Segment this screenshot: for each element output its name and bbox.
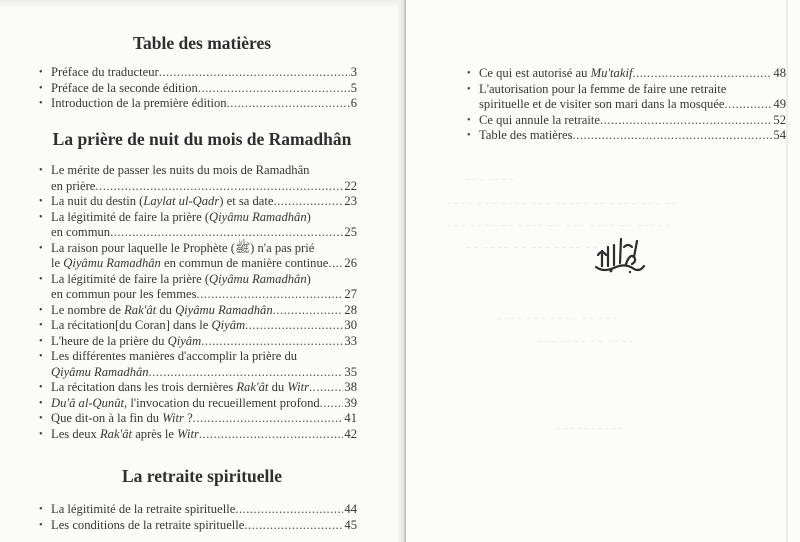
entry-text: La légitimité de faire la prière ( xyxy=(51,271,210,286)
bullet-icon: • xyxy=(39,320,43,331)
page-edge xyxy=(786,0,788,542)
bullet-icon: • xyxy=(39,335,43,347)
dot-leader xyxy=(198,81,350,97)
entry-text: L'autorisation pour la femme de faire une retraite xyxy=(479,81,727,96)
entry-title-line xyxy=(51,272,357,288)
entry-title-line xyxy=(51,349,357,365)
entry-title-line xyxy=(51,65,357,81)
bullet-icon: • xyxy=(39,273,43,285)
entry-title-line xyxy=(51,318,357,334)
entry-text: en commun xyxy=(51,225,111,239)
entry-title-line xyxy=(51,194,357,210)
toc-entry xyxy=(38,194,357,210)
entry-text: Introduction de la première édition xyxy=(51,96,227,110)
dot-leader xyxy=(95,179,343,195)
toc-title: Table des matières xyxy=(132,33,272,53)
entry-text: ? xyxy=(183,411,193,425)
spiritual-retreat-list xyxy=(38,502,357,533)
entry-title-line xyxy=(51,303,357,319)
entry-text: La récitation[du Coran] dans le xyxy=(51,318,212,332)
dot-leader xyxy=(309,380,343,396)
toc-entry xyxy=(38,96,357,112)
entry-title xyxy=(51,411,193,427)
entry-text: du xyxy=(268,380,288,394)
entry-text: Que dit-on à la fin du xyxy=(51,411,163,425)
toc-entry xyxy=(38,241,357,272)
toc-entry xyxy=(38,518,357,534)
bullet-icon: • xyxy=(467,114,471,126)
bullet-icon: • xyxy=(467,68,471,79)
page-number: 22 xyxy=(344,178,357,193)
entry-text: , l'invocation du recueillement profond xyxy=(124,395,320,410)
italic-term: Witr xyxy=(162,411,184,425)
toc-entry xyxy=(38,163,357,194)
entry-title xyxy=(479,128,573,144)
entry-text: Ce qui est autorisé au xyxy=(479,66,591,80)
entry-title-line xyxy=(51,256,357,272)
bleed-through-text: ~~~~ ~~~ ~~~~ ~~~ ~~~~~ ~~ ~~~~ ~~~ ~~ xyxy=(446,200,678,208)
entry-text: Les deux xyxy=(51,426,100,441)
page-number: 5 xyxy=(350,80,357,95)
entry-text: La nuit du destin ( xyxy=(51,194,144,208)
entry-title xyxy=(51,518,244,534)
italic-term: Qiyâmu Ramadhân xyxy=(209,209,307,224)
bullet-icon: • xyxy=(39,504,43,515)
entry-title xyxy=(51,318,245,334)
entry-title-line xyxy=(51,179,357,195)
page-number: 23 xyxy=(344,194,357,208)
page-number: 6 xyxy=(350,96,357,110)
page-number: 41 xyxy=(344,411,357,425)
bullet-icon: • xyxy=(39,428,43,440)
entry-title xyxy=(51,287,197,303)
page-number: 3 xyxy=(350,65,357,79)
bullet-icon: • xyxy=(39,211,43,223)
page-number: 49 xyxy=(773,97,786,111)
scan-shadow-top xyxy=(0,0,404,8)
entry-text: en prière xyxy=(51,178,96,193)
dot-leader xyxy=(273,194,343,210)
section-title-spiritual-retreat: La retraite spirituelle xyxy=(121,466,283,486)
entry-title-line xyxy=(51,380,357,396)
page-number: 33 xyxy=(344,333,357,348)
bullet-icon: • xyxy=(39,397,43,409)
entry-text: du xyxy=(156,302,176,317)
entry-text: Le mérite de passer les nuits du mois de Ramadhân xyxy=(51,163,310,177)
entry-text: Le nombre de xyxy=(51,302,125,317)
toc-entry xyxy=(466,82,786,113)
entry-text: après le xyxy=(132,426,178,441)
page-number: 27 xyxy=(344,287,357,301)
page-number: 42 xyxy=(344,426,357,441)
entry-text: le xyxy=(51,256,64,270)
entry-text: ) et sa date xyxy=(219,194,274,208)
entry-title-line xyxy=(51,225,357,241)
italic-term: Rak'ât xyxy=(99,426,133,441)
bullet-icon: • xyxy=(39,165,43,176)
entry-text: Préface du traducteur xyxy=(51,65,159,79)
toc-entry xyxy=(38,210,357,241)
retreat-continued-list xyxy=(466,66,786,144)
entry-text: Table des matières xyxy=(479,128,573,142)
bullet-icon: • xyxy=(39,196,43,207)
bullet-icon: • xyxy=(39,304,43,316)
entry-title-line xyxy=(51,81,357,97)
entry-title xyxy=(479,97,725,113)
bleed-through-text: ~~~ ~~~~ xyxy=(464,176,516,184)
entry-title-line xyxy=(51,334,357,350)
entry-title xyxy=(51,365,149,381)
bullet-icon: • xyxy=(39,242,43,254)
dot-leader xyxy=(725,97,773,113)
entry-title xyxy=(479,113,600,129)
entry-text: La légitimité de la retraite spirituelle xyxy=(51,502,236,516)
front-matter-list xyxy=(38,65,357,112)
ramadhan-prayer-list xyxy=(38,163,357,442)
toc-entry xyxy=(38,272,357,303)
entry-title-line xyxy=(479,66,786,82)
italic-term: Qiyâm xyxy=(211,318,246,332)
bullet-icon: • xyxy=(39,67,43,78)
bullet-icon: • xyxy=(39,98,43,109)
entry-text: spirituelle et de visiter son mari dans la mosquée xyxy=(479,97,725,111)
dot-leader xyxy=(193,411,344,427)
entry-title xyxy=(51,81,198,97)
entry-title-line xyxy=(51,411,357,427)
page-number: 44 xyxy=(344,502,357,516)
entry-title-line xyxy=(51,241,357,257)
dot-leader xyxy=(573,128,773,144)
entry-title-line xyxy=(51,287,357,303)
dot-leader xyxy=(201,334,343,350)
arabic-calligraphy-ornament-icon xyxy=(590,233,648,275)
entry-title-line xyxy=(51,502,357,518)
entry-text: Les conditions de la retraite spirituelle xyxy=(51,517,245,532)
toc-entry xyxy=(38,65,357,81)
page-number: 52 xyxy=(773,112,786,127)
toc-entry xyxy=(38,380,357,396)
toc-entry xyxy=(38,427,357,443)
entry-title-line xyxy=(51,396,357,412)
dot-leader xyxy=(320,396,344,412)
toc-entry xyxy=(38,334,357,350)
page-number: 54 xyxy=(773,128,786,142)
entry-title-line xyxy=(479,128,786,144)
page-number: 25 xyxy=(344,225,357,239)
toc-entry xyxy=(38,303,357,319)
dot-leader xyxy=(328,256,343,272)
entry-title xyxy=(51,427,199,443)
italic-term: Du'â al-Qunût xyxy=(51,395,125,410)
italic-term: Laylat ul-Qadr xyxy=(143,194,220,208)
entry-text: en commun de manière continue xyxy=(160,256,329,270)
entry-title xyxy=(51,225,110,241)
dot-leader xyxy=(273,303,344,319)
bullet-icon: • xyxy=(39,351,43,362)
entry-text: L'heure de la prière du xyxy=(51,333,168,348)
bullet-icon: • xyxy=(39,413,43,424)
entry-text: ) xyxy=(306,271,311,286)
bullet-icon: • xyxy=(39,82,43,94)
entry-title-line xyxy=(479,113,786,129)
italic-term: Qiyâmu Ramadhân xyxy=(63,256,161,270)
italic-term: Qiyâmu Ramadhân xyxy=(175,302,273,317)
entry-text: Ce qui annule la retraite xyxy=(479,112,600,127)
bullet-icon: • xyxy=(39,519,43,531)
dot-leader xyxy=(149,365,344,381)
entry-title-line xyxy=(51,518,357,534)
dot-leader xyxy=(110,225,343,241)
entry-title xyxy=(51,502,235,518)
toc-entry xyxy=(466,113,786,129)
italic-term: Mu'takif xyxy=(590,66,633,80)
italic-term: Rak'ât xyxy=(236,380,269,394)
dot-leader xyxy=(600,113,772,129)
page-number: 28 xyxy=(344,302,357,317)
dot-leader xyxy=(245,318,343,334)
dot-leader xyxy=(235,502,343,518)
bleed-through-text: ~~~ ~~~~ ~~ ~~~~ xyxy=(536,338,635,346)
dot-leader xyxy=(244,518,343,534)
toc-entry xyxy=(38,349,357,380)
entry-title xyxy=(51,96,227,112)
italic-term: Rak'ât xyxy=(124,302,157,317)
entry-title xyxy=(51,179,95,195)
entry-text: ) n'a pas prié xyxy=(250,240,315,255)
entry-title xyxy=(51,65,159,81)
bullet-icon: • xyxy=(39,382,43,393)
entry-title-line xyxy=(51,210,357,226)
bleed-through-text: ~~~~~~~~~~ xyxy=(556,425,625,433)
entry-text: La récitation dans les trois dernières xyxy=(51,380,237,394)
entry-text: Préface de la seconde édition xyxy=(51,80,198,95)
entry-title xyxy=(51,303,273,319)
italic-term: Qiyâmu Ramadhân xyxy=(209,271,307,286)
page-number: 26 xyxy=(344,256,357,270)
entry-title xyxy=(51,396,320,412)
toc-entry xyxy=(466,66,786,82)
dot-leader xyxy=(159,65,350,81)
entry-title-line xyxy=(51,427,357,443)
entry-text: La légitimité de faire la prière ( xyxy=(51,209,210,224)
page-number: 48 xyxy=(773,66,786,80)
dot-leader xyxy=(227,96,350,112)
entry-title-line xyxy=(51,96,357,112)
entry-text: ) xyxy=(306,209,311,224)
italic-term: Qiyâmu Ramadhân xyxy=(51,364,149,379)
toc-entry xyxy=(38,411,357,427)
toc-entry xyxy=(38,502,357,518)
entry-text: ﷺ xyxy=(234,240,251,255)
dot-leader xyxy=(632,66,772,82)
entry-title xyxy=(51,194,273,210)
entry-text: Les différentes manières d'accomplir la prière du xyxy=(51,349,298,363)
bleed-through-text: ~~ ~~~~ ~~ ~~~ ~~~~ ~~ xyxy=(466,244,599,252)
page-number: 35 xyxy=(344,364,357,379)
italic-term: Witr xyxy=(287,380,310,394)
toc-entry xyxy=(38,318,357,334)
toc-entry xyxy=(38,81,357,97)
page-number: 30 xyxy=(344,318,357,332)
toc-entry xyxy=(466,128,786,144)
entry-title xyxy=(51,256,328,272)
section-title-ramadhan-prayer: La prière de nuit du mois de Ramadhân xyxy=(52,129,352,149)
entry-title-line xyxy=(51,365,357,381)
bullet-icon: • xyxy=(467,83,471,95)
dot-leader xyxy=(199,427,344,443)
entry-text: La raison pour laquelle le Prophète ( xyxy=(51,240,235,255)
page-number: 45 xyxy=(344,517,357,532)
entry-title xyxy=(51,380,309,396)
entry-title xyxy=(479,66,632,82)
bleed-through-text: ~~~ ~~~~ ~~ ~~~~ ~~ ~~~ ~~~~ ~~ ~~~~~ xyxy=(446,222,671,230)
entry-title xyxy=(51,334,201,350)
italic-term: Qiyâm xyxy=(167,333,202,348)
dot-leader xyxy=(197,287,344,303)
entry-title-line xyxy=(479,82,786,98)
entry-title-line xyxy=(479,97,786,113)
page-number: 38 xyxy=(344,380,357,394)
italic-term: Witr xyxy=(177,426,199,441)
entry-title-line xyxy=(51,163,357,179)
entry-text: en commun pour les femmes xyxy=(51,287,197,301)
bleed-through-text: ~~~~ ~~~ ~~~~ ~~ ~~~ xyxy=(496,315,619,323)
bullet-icon: • xyxy=(467,130,471,141)
toc-entry xyxy=(38,396,357,412)
page-number: 39 xyxy=(344,395,357,410)
